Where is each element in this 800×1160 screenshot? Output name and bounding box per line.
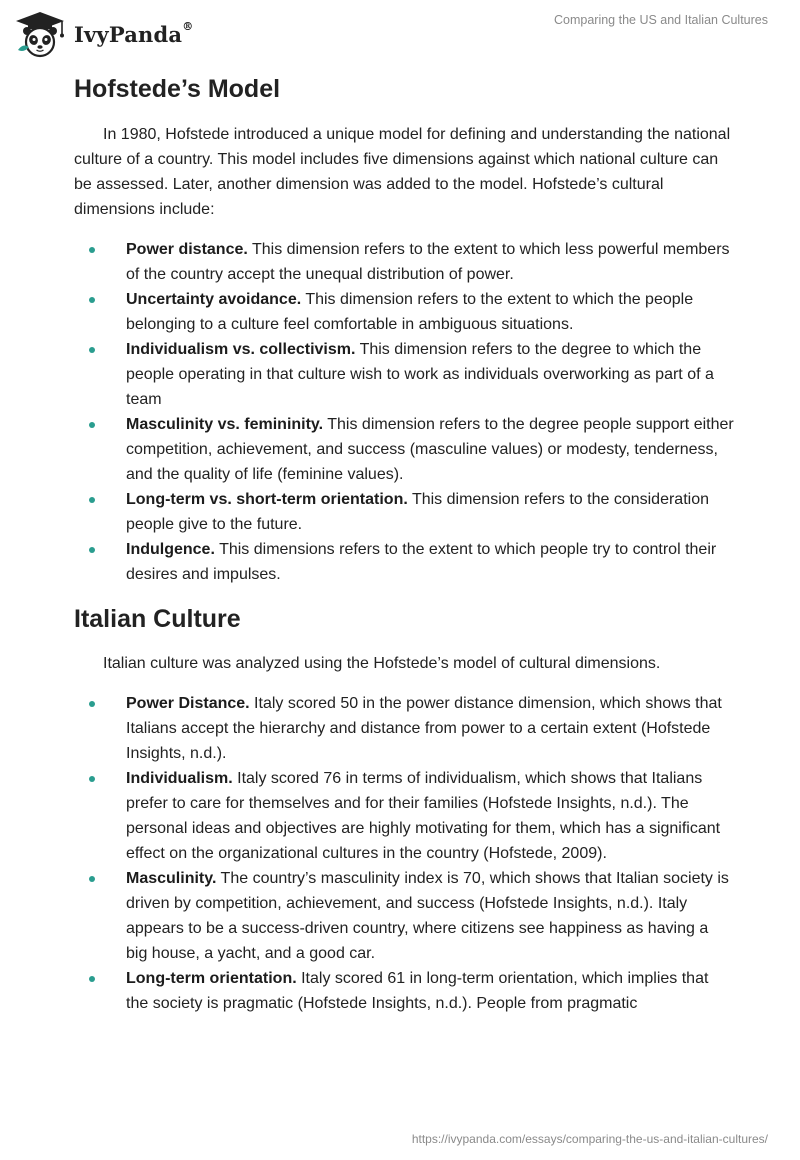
list-item: Long-term vs. short-term orientation. This dimension refers to the consideration people give to the future. bbox=[74, 487, 734, 537]
list-item: Uncertainty avoidance. This dimension refers to the extent to which the people belonging to a culture feel comfortable in ambiguous situations. bbox=[74, 287, 734, 337]
list-item: Power distance. This dimension refers to the extent to which less powerful members of the country accept the unequal distribution of power. bbox=[74, 237, 734, 287]
bullet-icon bbox=[89, 347, 95, 353]
list-item: Masculinity vs. femininity. This dimension refers to the degree people support either competition, achievement, and success (masculine values) or modesty, tenderness, and the quality of life (feminine values). bbox=[74, 412, 734, 487]
list-item: Individualism. Italy scored 76 in terms of individualism, which shows that Italians prefer to care for themselves and for their families (Hofstede Insights, n.d.). The personal ideas and objectives are highly motivating for them, which has a significant effect on the organizational cultures in the country (Hofstede, 2009). bbox=[74, 766, 734, 866]
brand-name: IvyPanda® bbox=[74, 19, 194, 47]
page-header bbox=[0, 0, 800, 70]
bullet-icon bbox=[89, 701, 95, 707]
bullet-icon bbox=[89, 422, 95, 428]
running-title: Comparing the US and Italian Cultures bbox=[553, 13, 768, 27]
italy-scores-list bbox=[74, 691, 734, 1016]
bullet-icon bbox=[89, 976, 95, 982]
bullet-icon bbox=[89, 297, 95, 303]
bullet-icon bbox=[89, 776, 95, 782]
bullet-icon bbox=[89, 876, 95, 882]
intro-paragraph: In 1980, Hofstede introduced a unique model for defining and understanding the national culture of a country. This model includes five dimensions against which national culture can be assessed. Later, another dimension was added to the model. Hofstede’s cultural dimensions include: bbox=[74, 126, 731, 218]
list-item: Masculinity. The country’s masculinity index is 70, which shows that Italian society is driven by competition, achievement, and success (Hofstede Insights, n.d.). Italy appears to be a success-driven country, where citizens see happiness as having a big house, a yacht, and a good car. bbox=[74, 866, 734, 966]
dimensions-list bbox=[74, 237, 734, 587]
brand-logo[interactable] bbox=[14, 8, 193, 60]
list-item: Power Distance. Italy scored 50 in the power distance dimension, which shows that Italians accept the hierarchy and distance from power to a certain extent (Hofstede Insights, n.d.). bbox=[74, 691, 734, 766]
section-heading-hofstede: Hofstede’s Model bbox=[74, 75, 281, 103]
intro-paragraph: Italian culture was analyzed using the Hofstede’s model of cultural dimensions. bbox=[103, 655, 661, 672]
article-body bbox=[74, 72, 734, 1016]
source-url-link[interactable]: https://ivypanda.com/essays/comparing-the-us-and-italian-cultures/ bbox=[411, 1132, 768, 1146]
bullet-icon bbox=[89, 247, 95, 253]
section-heading-italian: Italian Culture bbox=[74, 605, 241, 633]
list-item: Individualism vs. collectivism. This dimension refers to the degree to which the people operating in that culture wish to work as individuals overworking as part of a team bbox=[74, 337, 734, 412]
bullet-icon bbox=[89, 547, 95, 553]
bullet-icon bbox=[89, 497, 95, 503]
list-item: Long-term orientation. Italy scored 61 in long-term orientation, which implies that the society is pragmatic (Hofstede Insights, n.d.). People from pragmatic bbox=[74, 966, 734, 1016]
list-item: Indulgence. This dimensions refers to the extent to which people try to control their desires and impulses. bbox=[74, 537, 734, 587]
panda-graduate-icon bbox=[14, 10, 66, 58]
